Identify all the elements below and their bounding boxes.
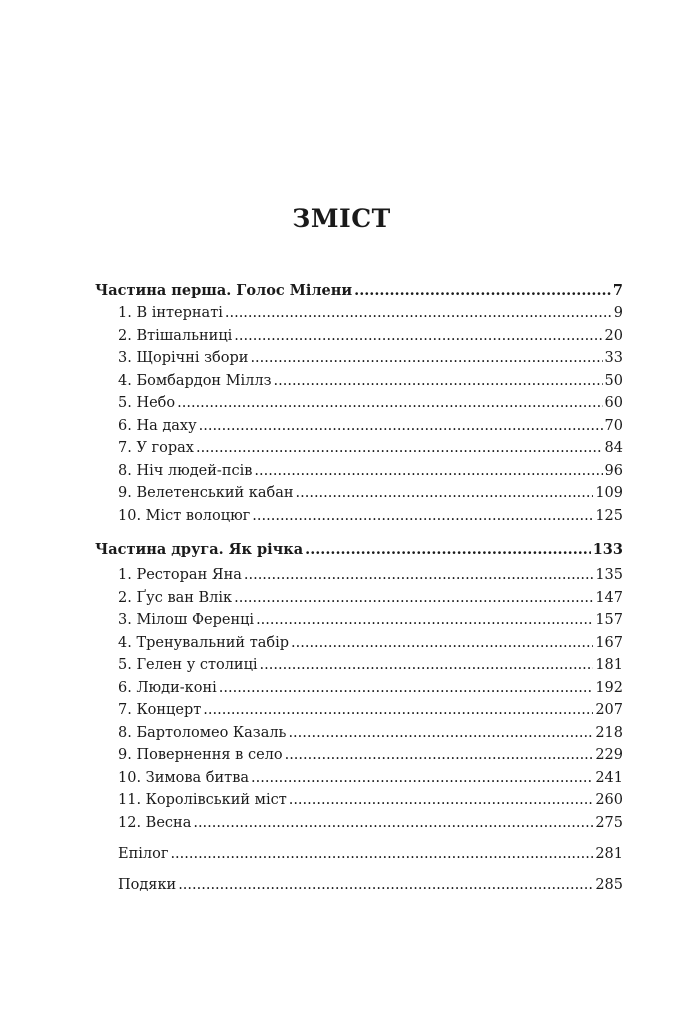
toc-entry-label: 3. Щорічні збори	[118, 350, 249, 366]
toc-entry-label: 10. Міст волоцюг	[118, 507, 251, 524]
dot-leader	[244, 565, 593, 585]
toc-entry[interactable]	[118, 678, 623, 698]
toc-entry-label: 9. Велетенський кабан	[118, 485, 294, 501]
toc-entry[interactable]	[118, 483, 623, 503]
toc-page-number: 192	[595, 679, 623, 696]
toc-part-1[interactable]	[95, 281, 623, 301]
toc-part-label: Частина перша. Голос Мілени	[95, 282, 353, 299]
toc-page-number: 133	[592, 541, 623, 558]
toc-entry[interactable]	[118, 700, 623, 720]
dot-leader	[250, 348, 602, 368]
toc-page-number: 229	[595, 747, 623, 763]
toc-page-number: 167	[595, 634, 623, 651]
toc-page-number: 157	[595, 612, 623, 628]
dot-leader	[199, 416, 603, 436]
toc-page-number: 285	[595, 877, 623, 893]
toc-page-number: 147	[595, 589, 623, 606]
dot-leader	[203, 700, 593, 720]
toc-entry-label: 6. На даху	[118, 417, 197, 434]
toc-entry[interactable]	[118, 393, 623, 413]
toc-entry-label: Епілог	[118, 846, 169, 862]
dot-leader	[291, 633, 593, 653]
toc-page-number: 20	[604, 327, 623, 344]
toc-entry[interactable]	[118, 348, 623, 368]
toc-entry-label: 1. Ресторан Яна	[118, 567, 242, 583]
toc-entry-label: 10. Зимова битва	[118, 769, 250, 786]
toc-page-number: 50	[604, 372, 623, 389]
toc-page-number: 260	[595, 792, 623, 808]
toc-entry-label: Подяки	[118, 877, 177, 893]
toc-entry[interactable]	[118, 506, 623, 526]
toc-page-number: 207	[595, 702, 623, 718]
toc-page-number: 33	[604, 350, 623, 366]
page-title: ЗМІСТ	[292, 204, 391, 233]
toc-page-number: 60	[604, 395, 623, 411]
toc-page-number: 9	[613, 305, 623, 321]
toc-entry-label: 5. Гелен у столиці	[118, 657, 258, 673]
dot-leader	[256, 610, 593, 630]
dot-leader	[305, 540, 591, 560]
toc-entry[interactable]	[118, 813, 623, 833]
toc-entry-label: 8. Бартоломео Казаль	[118, 724, 287, 741]
toc-part-2[interactable]	[95, 540, 623, 560]
dot-leader	[178, 875, 593, 895]
dot-leader	[170, 844, 593, 864]
toc-entry[interactable]	[118, 633, 623, 653]
toc-entry-label: 7. У горах	[118, 440, 194, 456]
toc-entry-label: 4. Тренувальний табір	[118, 634, 290, 651]
dot-leader	[219, 678, 594, 698]
toc-entry-label: 2. Втішальниці	[118, 327, 233, 344]
toc-part-label: Частина друга. Як річка	[95, 541, 304, 558]
toc-page-number: 281	[595, 846, 623, 862]
toc-entry-label: 1. В інтернаті	[118, 305, 223, 321]
toc-entry[interactable]	[118, 438, 623, 458]
dot-leader	[296, 483, 594, 503]
toc-page-number: 181	[595, 657, 623, 673]
toc-page-number: 218	[595, 724, 623, 741]
dot-leader	[225, 303, 612, 323]
toc-entry[interactable]	[118, 655, 623, 675]
dot-leader	[260, 655, 594, 675]
toc-entry[interactable]	[118, 768, 623, 788]
toc-entry-epilogue[interactable]	[118, 844, 623, 864]
toc-entry-label: 2. Ґус ван Влік	[118, 589, 233, 606]
toc-page-number: 135	[595, 567, 623, 583]
toc-entry-acknowledgements[interactable]	[118, 875, 623, 895]
dot-leader	[177, 393, 602, 413]
toc-entry[interactable]	[118, 416, 623, 436]
toc-entry[interactable]	[118, 790, 623, 810]
dot-leader	[252, 506, 593, 526]
toc-entry-label: 4. Бомбардон Міллз	[118, 372, 272, 389]
dot-leader	[289, 790, 594, 810]
toc-page-number: 241	[595, 769, 623, 786]
toc-page-number: 109	[595, 485, 623, 501]
dot-leader	[193, 813, 593, 833]
dot-leader	[288, 723, 593, 743]
toc-entry-label: 12. Весна	[118, 814, 192, 831]
toc-entry-label: 7. Концерт	[118, 702, 202, 718]
toc-entry[interactable]	[118, 461, 623, 481]
toc-entry-label: 5. Небо	[118, 395, 176, 411]
dot-leader	[285, 745, 594, 765]
dot-leader	[251, 768, 593, 788]
dot-leader	[234, 588, 593, 608]
toc-entry-label: 8. Ніч людей-псів	[118, 462, 253, 479]
toc-entry[interactable]	[118, 723, 623, 743]
toc-page-number: 275	[595, 814, 623, 831]
toc-entry-label: 6. Люди-коні	[118, 679, 217, 696]
toc-entry[interactable]	[118, 326, 623, 346]
toc-entry[interactable]	[118, 745, 623, 765]
toc-entry[interactable]	[118, 610, 623, 630]
toc-page-number: 84	[604, 440, 623, 456]
toc-entry[interactable]	[118, 588, 623, 608]
dot-leader	[274, 371, 603, 391]
toc-page-number: 125	[595, 507, 623, 524]
toc-entry[interactable]	[118, 371, 623, 391]
toc-page-number: 7	[612, 282, 623, 299]
dot-leader	[254, 461, 602, 481]
toc-page-number: 96	[604, 462, 623, 479]
toc-entry[interactable]	[118, 565, 623, 585]
dot-leader	[354, 281, 611, 301]
dot-leader	[196, 438, 603, 458]
toc-entry-label: 9. Повернення в село	[118, 747, 283, 763]
toc-page-number: 70	[604, 417, 623, 434]
toc-entry-label: 3. Мілош Ференці	[118, 612, 255, 628]
dot-leader	[234, 326, 602, 346]
toc-entry[interactable]	[118, 303, 623, 323]
toc-entry-label: 11. Королівський міст	[118, 792, 287, 808]
